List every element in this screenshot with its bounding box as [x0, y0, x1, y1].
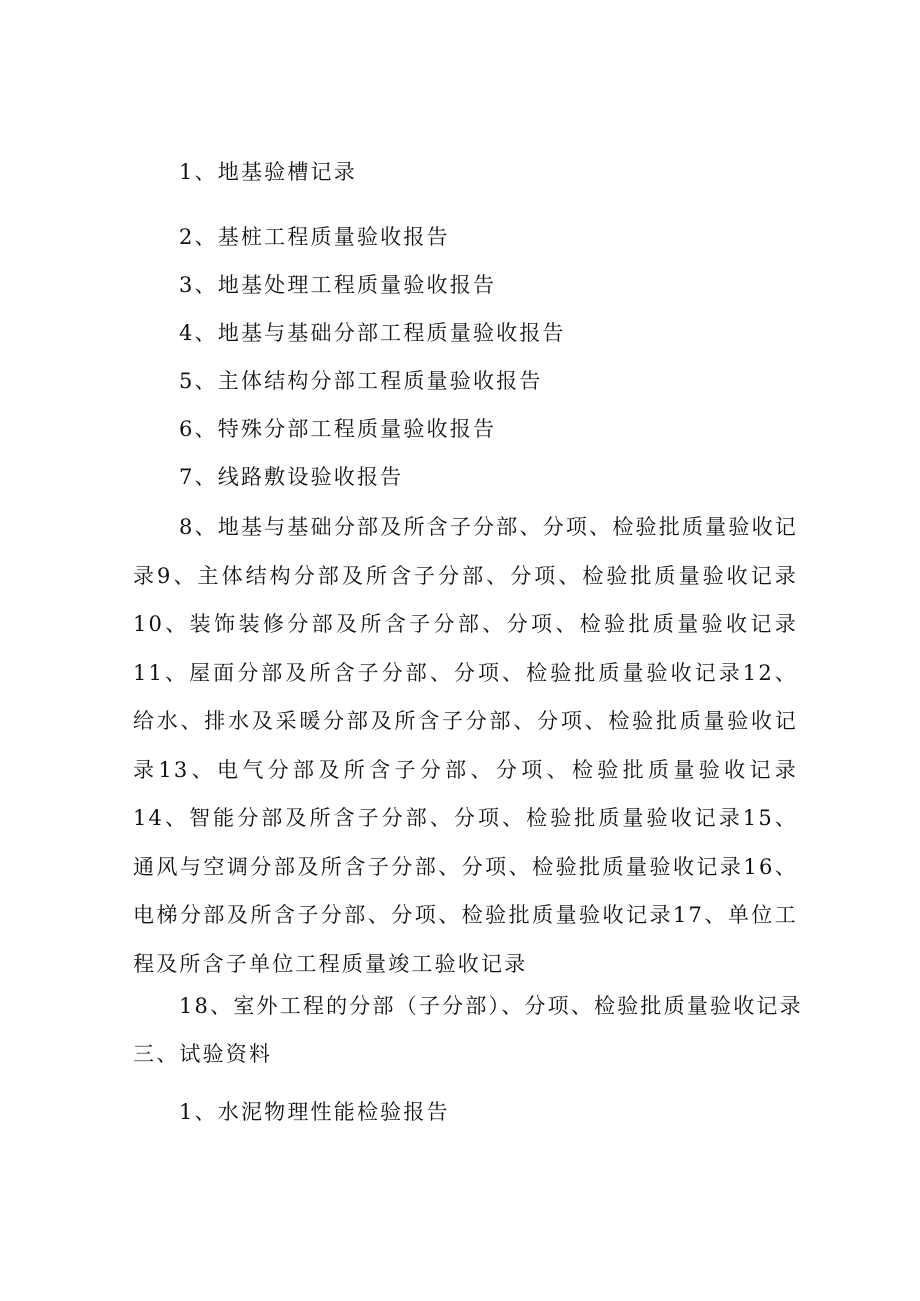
test-item: 1、水泥物理性能检验报告: [179, 1100, 450, 1124]
list-item: 3、地基处理工程质量验收报告: [179, 273, 497, 297]
list-item: 7、线路敷设验收报告: [179, 465, 404, 489]
list-item: 1、地基验槽记录: [179, 160, 357, 184]
list-item: 5、主体结构分部工程质量验收报告: [179, 369, 543, 393]
list-item: 2、基桩工程质量验收报告: [179, 225, 450, 249]
list-item-18: 18、室外工程的分部（子分部）、分项、检验批质量验收记录: [179, 994, 803, 1018]
paragraph-items-8-17: 8、地基与基础分部及所含子分部、分项、检验批质量验收记录9、主体结构分部及所含子分部、分项、检验批质量验收记录10、装饰装修分部及所含子分部、分项、检验批质量验收记录11、屋面分部及所含子分部、分项、检验批质量验收记录12、给水、排水及采暖分部及所含子分部、分项、检验批质量验收记录13、电气分部及所含子分部、分项、检验批质量验收记录14、智能分部及所含子分部、分项、检验批质量验收记录15、通风与空调分部及所含子分部、分项、检验批质量验收记录16、电梯分部及所含子分部、分项、检验批质量验收记录17、单位工程及所含子单位工程质量竣工验收记录: [133, 515, 798, 976]
list-item: 4、地基与基础分部工程质量验收报告: [179, 321, 566, 345]
list-item: 6、特殊分部工程质量验收报告: [179, 417, 497, 441]
section-heading: 三、试验资料: [133, 1042, 273, 1066]
